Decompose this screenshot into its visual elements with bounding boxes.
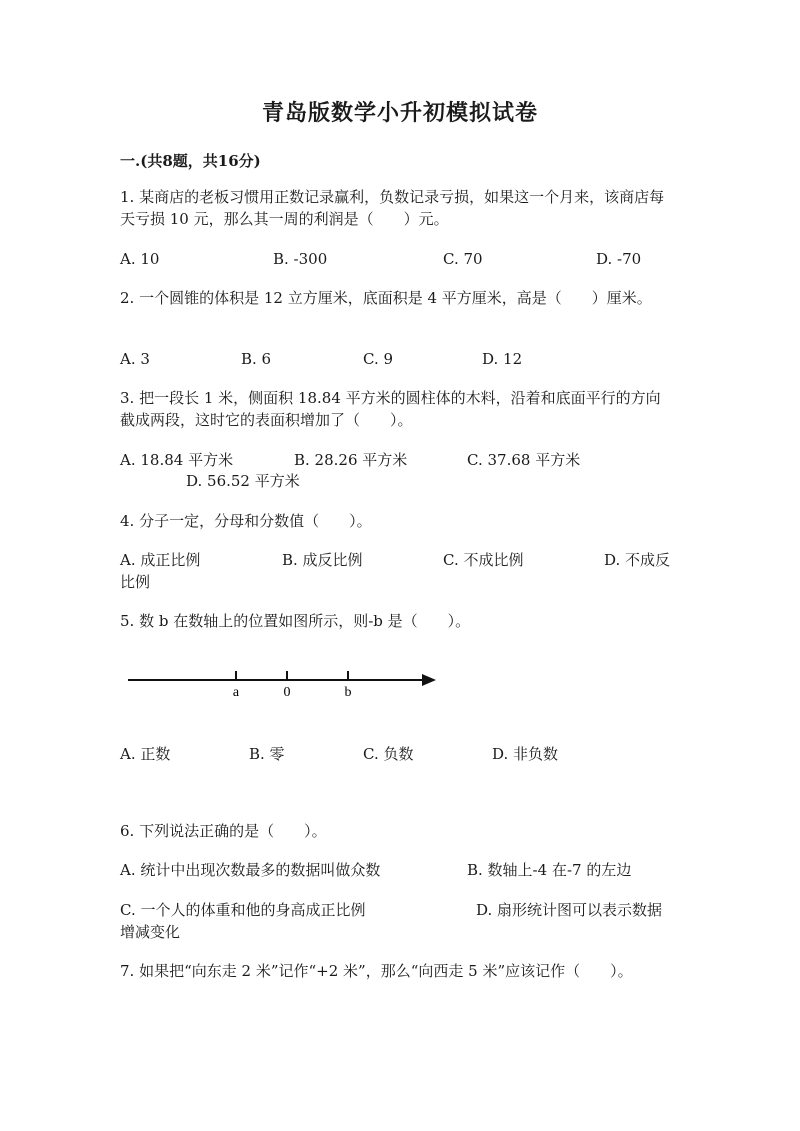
number-line-arrow	[422, 674, 436, 686]
label-b: b	[344, 685, 352, 700]
page-title: 青岛版数学小升初模拟试卷	[261, 100, 538, 126]
question-2-option-a: A. 3	[120, 350, 150, 368]
question-2-option-c: C. 9	[363, 350, 394, 368]
question-6-option-a: A. 统计中出现次数最多的数据叫做众数	[120, 861, 381, 879]
question-3-option-c: C. 37.68 平方米	[467, 451, 581, 469]
question-1-option-b: B. -300	[273, 250, 328, 268]
question-5-option-b: B. 零	[249, 745, 285, 763]
question-4-stem: 4. 分子一定，分母和分数值（ ）。	[120, 512, 372, 530]
question-3-option-a: A. 18.84 平方米	[120, 451, 234, 469]
question-4-option-d: D. 不成反比例	[120, 551, 671, 591]
question-4-option-b: B. 成反比例	[282, 551, 363, 569]
label-a: a	[232, 685, 240, 700]
number-line-figure	[120, 662, 450, 702]
question-6-option-d-wrap	[120, 899, 672, 943]
question-7-stem: 7. 如果把“向东走 2 米”记作“+2 米”，那么“向西走 5 米”应该记作（ ）。	[120, 962, 633, 980]
section-heading: 一.(共8题，共16分)	[120, 152, 261, 170]
question-5-option-c: C. 负数	[363, 745, 414, 763]
question-2-option-d: D. 12	[482, 350, 523, 368]
question-4-option-d-wrap	[120, 549, 672, 593]
question-1-option-c: C. 70	[443, 250, 483, 268]
question-3-option-d: D. 56.52 平方米	[186, 472, 300, 490]
question-6-option-d: D. 扇形统计图可以表示数据增减变化	[120, 901, 663, 941]
question-2-option-b: B. 6	[241, 350, 272, 368]
question-5-option-a: A. 正数	[120, 745, 171, 763]
question-3-stem: 3. 把一段长 1 米，侧面积 18.84 平方米的圆柱体的木料，沿着和底面平行的方向截成两段，这时它的表面积增加了（ ）。	[120, 389, 661, 429]
question-4-option-c: C. 不成比例	[443, 551, 524, 569]
label-zero: 0	[283, 685, 291, 700]
question-3-option-b: B. 28.26 平方米	[294, 451, 408, 469]
question-6-option-b: B. 数轴上-4 在-7 的左边	[467, 861, 632, 879]
question-1-option-a: A. 10	[120, 250, 160, 268]
question-5-stem: 5. 数 b 在数轴上的位置如图所示，则-b 是（ ）。	[120, 612, 471, 630]
question-1-stem: 1. 某商店的老板习惯用正数记录赢利，负数记录亏损，如果这一个月来，该商店每天亏损 10 元，那么其一周的利润是（ ）元。	[120, 188, 665, 228]
question-6-option-c: C. 一个人的体重和他的身高成正比例	[120, 901, 366, 919]
question-2-stem: 2. 一个圆锥的体积是 12 立方厘米，底面积是 4 平方厘米，高是（ ）厘米。	[120, 289, 652, 307]
question-6-stem: 6. 下列说法正确的是（ ）。	[120, 822, 327, 840]
question-1-option-d: D. -70	[596, 250, 642, 268]
question-5-option-d: D. 非负数	[492, 745, 559, 763]
question-4-option-a: A. 成正比例	[120, 551, 201, 569]
